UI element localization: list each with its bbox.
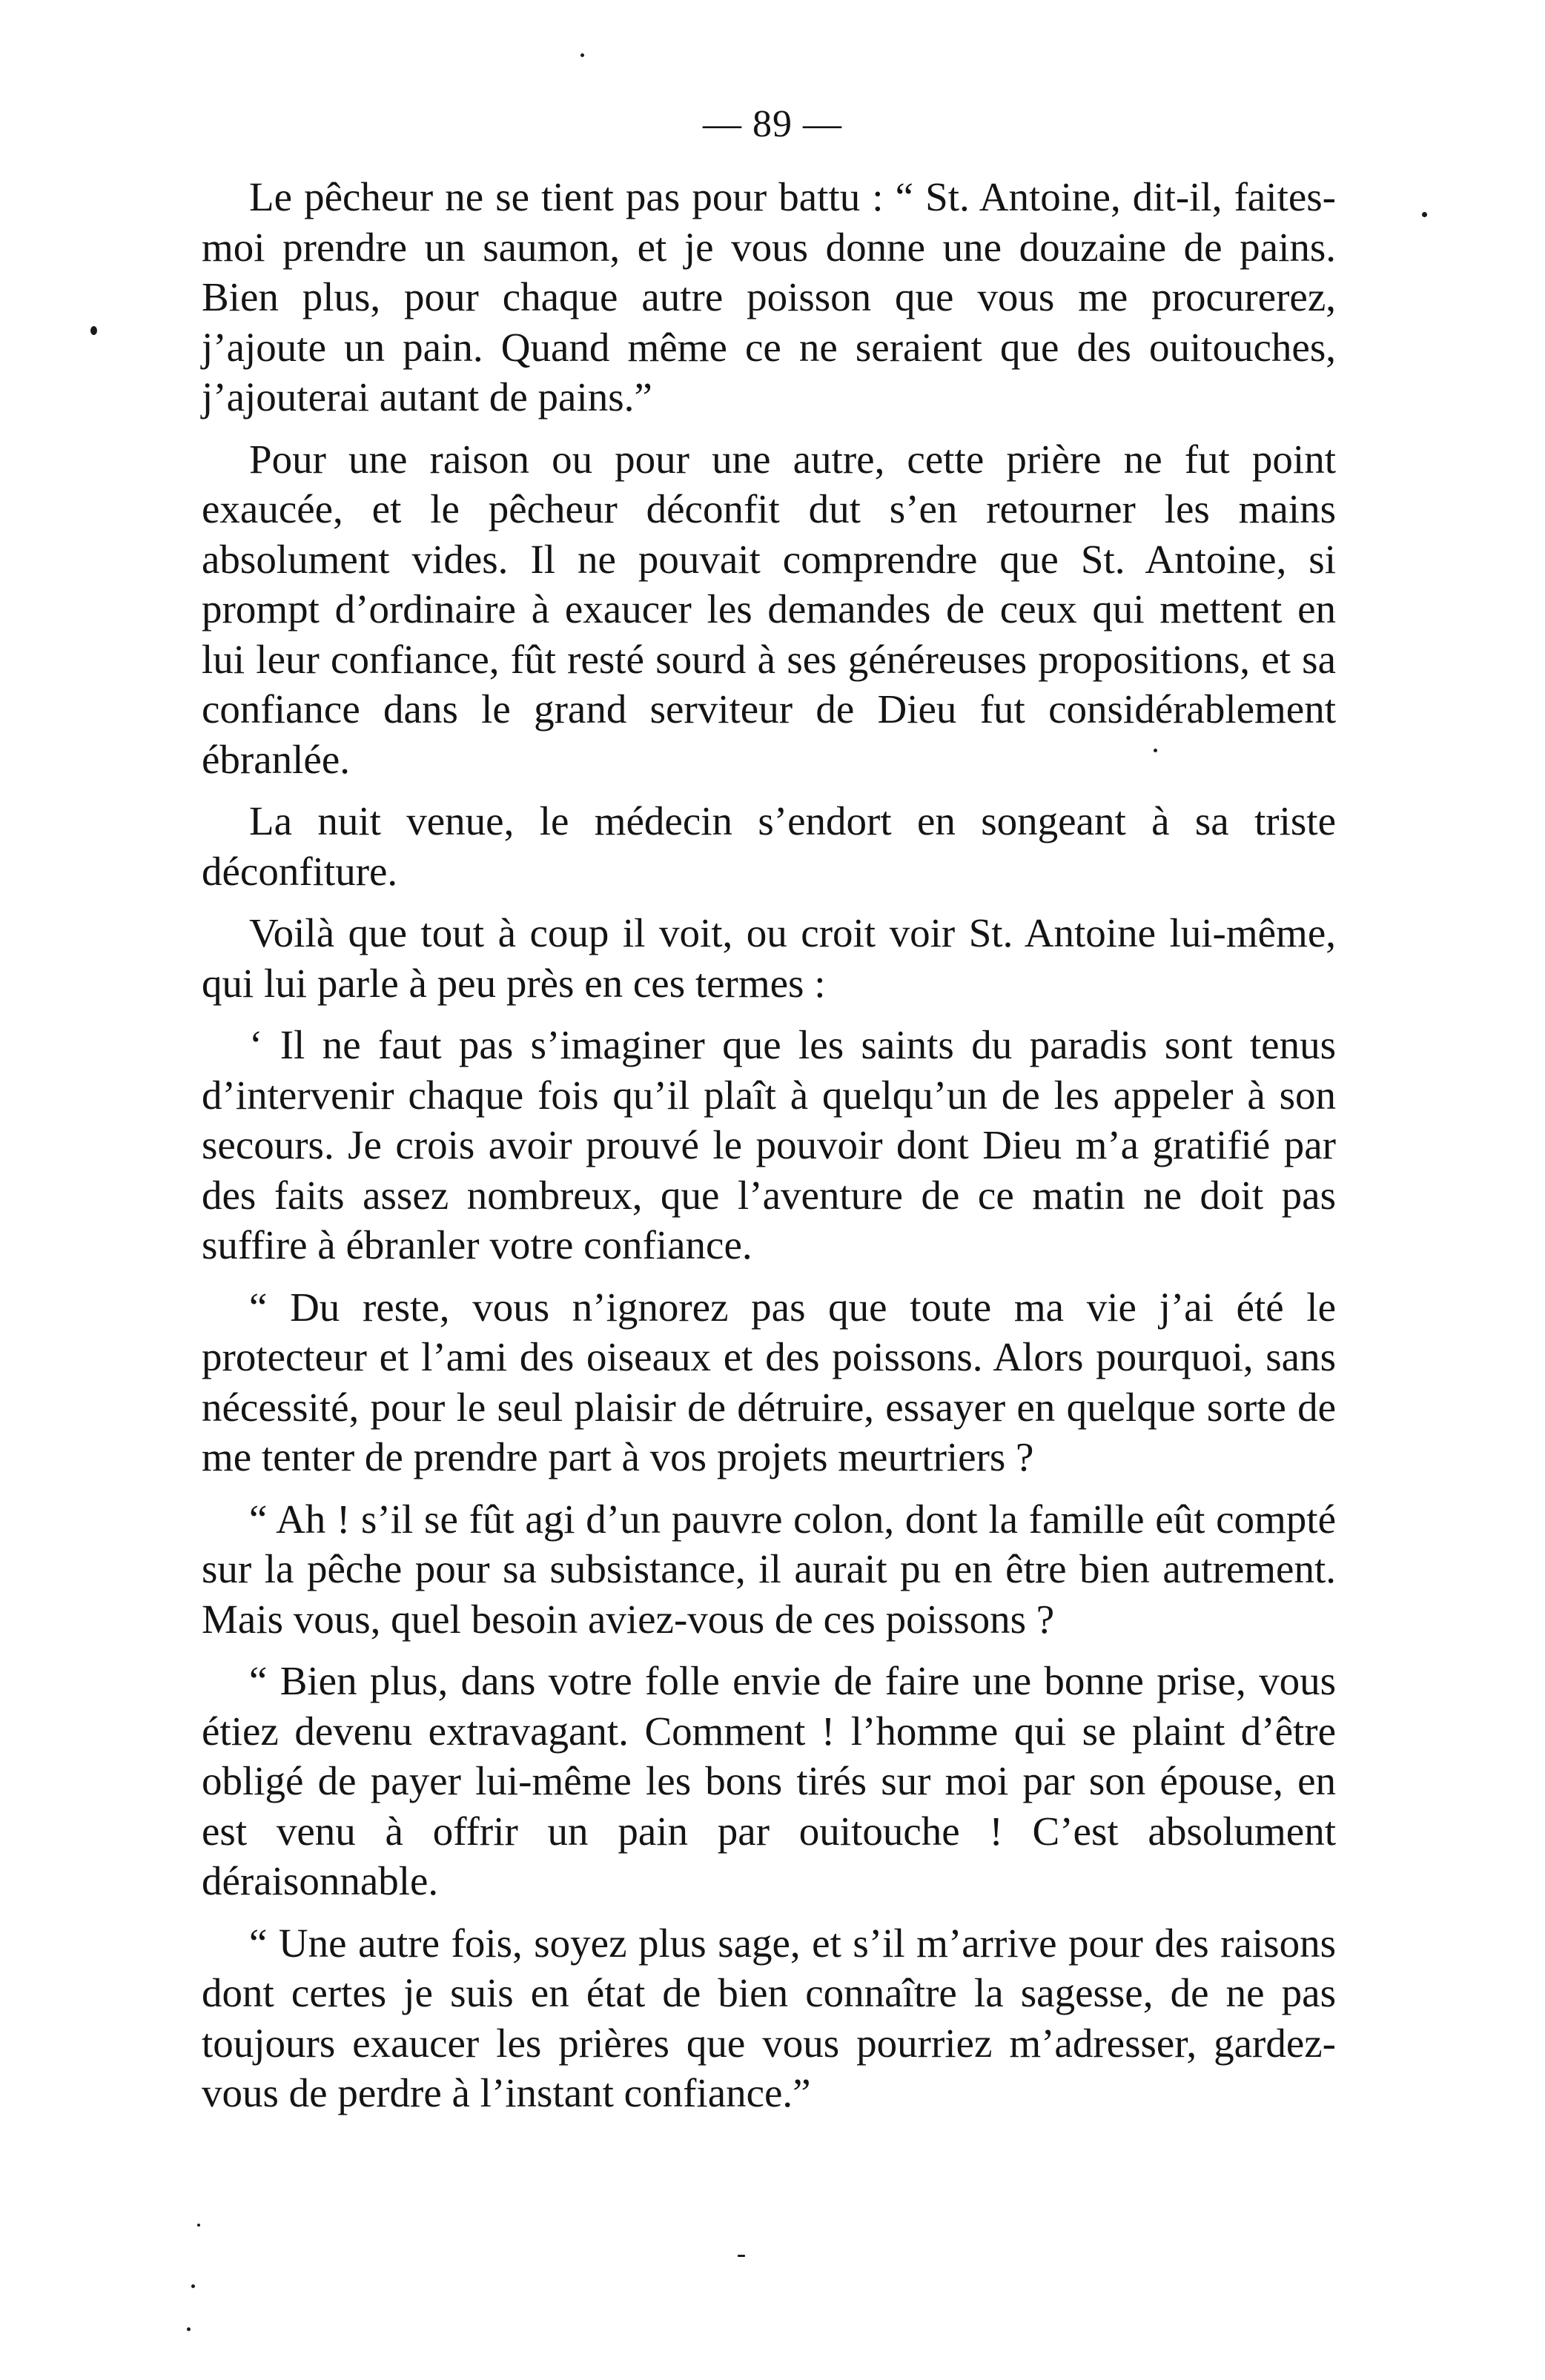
paragraph: Le pêcheur ne se tient pas pour battu : “ St. Antoine, dit-il, faites-moi prendre un saumon, et je vous donne une douzaine de pains. Bien plus, pour chaque autre poisson que vous me procurerez, j’ajoute un pain. Quand même ce ne seraient que des ouitouches, j’ajouterai autant de pains.”	[202, 174, 1336, 420]
scan-speck	[187, 2327, 191, 2331]
scan-speck	[1154, 749, 1157, 752]
paragraph: “ Ah ! s’il se fût agi d’un pauvre colon, dont la famille eût compté sur la pêche pour sa subsistance, il aurait pu en être bien autrement. Mais vous, quel besoin aviez-vous de ces poissons ?	[202, 1496, 1336, 1642]
page-number: — 89 —	[703, 103, 842, 145]
paragraph: La nuit venue, le médecin s’endort en songeant à sa triste déconfiture.	[202, 798, 1336, 894]
scan-speck	[1422, 212, 1427, 217]
paragraph: ‘ Il ne faut pas s’imaginer que les saints du paradis sont tenus d’intervenir chaque fois qu’il plaît à quelqu’un de les appeler à son secours. Je crois avoir prouvé le pouvoir dont Dieu m’a gratifié par des faits assez nombreux, que l’aventure de ce matin ne doit pas suffire à ébranler votre confiance.	[202, 1022, 1336, 1267]
paragraph: “ Du reste, vous n’ignorez pas que toute ma vie j’ai été le protecteur et l’ami des oiseaux et des poissons. Alors pourquoi, sans nécessité, pour le seul plaisir de détruire, essayer en quelque sorte de me tenter de prendre part à vos projets meurtriers ?	[202, 1284, 1336, 1479]
scan-speck	[580, 53, 584, 57]
body-text	[202, 172, 1336, 2130]
paragraph: “ Bien plus, dans votre folle envie de faire une bonne prise, vous étiez devenu extravagant. Comment ! l’homme qui se plaint d’être obligé de payer lui-même les bons tirés sur moi par son épouse, en est venu à offrir un pain par ouitouche ! C’est absolument déraisonnable.	[202, 1658, 1336, 1903]
scan-speck	[191, 2284, 195, 2288]
scan-speck	[90, 326, 97, 335]
scan-speck	[197, 2224, 200, 2227]
paragraph: Voilà que tout à coup il voit, ou croit voir St. Antoine lui-même, qui lui parle à peu près en ces termes :	[202, 910, 1336, 1006]
paragraph: “ Une autre fois, soyez plus sage, et s’il m’arrive pour des raisons dont certes je suis en état de bien connaître la sagesse, de ne pas toujours exaucer les prières que vous pourriez m’adresser, gardez-vous de perdre à l’instant confiance.”	[202, 1920, 1336, 2115]
scan-speck	[738, 2255, 745, 2257]
paragraph: Pour une raison ou pour une autre, cette prière ne fut point exaucée, et le pêcheur déconfit dut s’en retourner les mains absolument vides. Il ne pouvait comprendre que St. Antoine, si prompt d’ordinaire à exaucer les demandes de ceux qui mettent en lui leur confiance, fût resté sourd à ses généreuses propositions, et sa confiance dans le grand serviteur de Dieu fut considérablement ébranlée.	[202, 436, 1336, 782]
